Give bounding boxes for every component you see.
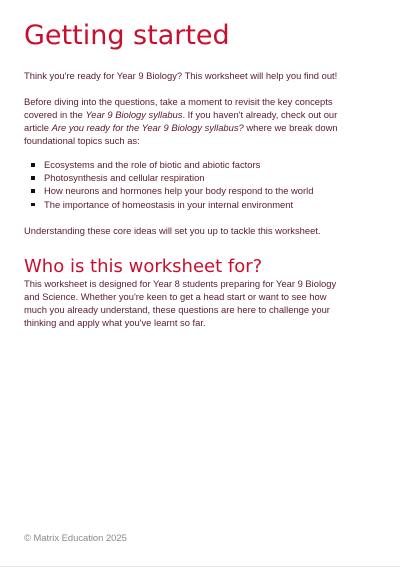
audience-paragraph: [24, 277, 376, 329]
concepts-line-2: covered in the Year 9 Biology syllabus. If you haven't already, check out our: [24, 109, 338, 120]
concepts-paragraph: [24, 95, 376, 147]
article-reference: Are you ready for the Year 9 Biology syllabus?: [51, 122, 244, 133]
topic-list: [24, 158, 313, 211]
page-divider: [0, 566, 400, 567]
list-item: Photosynthesis and cellular respiration: [24, 171, 313, 184]
concepts-line-3: article Are you ready for the Year 9 Biology syllabus? where we break down: [24, 122, 338, 133]
understanding-paragraph: Understanding these core ideas will set you up to tackle this worksheet.: [24, 225, 321, 236]
audience-line: and Science. Whether you're keen to get a head start or want to see how: [24, 291, 327, 302]
list-item: How neurons and hormones help your body respond to the world: [24, 184, 313, 197]
intro-paragraph: Think you're ready for Year 9 Biology? This worksheet will help you find out!: [24, 70, 338, 81]
syllabus-reference: Year 9 Biology syllabus: [85, 109, 183, 120]
page-title: Getting started: [24, 20, 230, 51]
concepts-line-1: Before diving into the questions, take a moment to revisit the key concepts: [24, 96, 333, 107]
copyright-footer: © Matrix Education 2025: [24, 532, 127, 543]
concepts-line-4: foundational topics such as:: [24, 135, 140, 146]
audience-line: thinking and apply what you've learnt so far.: [24, 317, 206, 328]
list-item: Ecosystems and the role of biotic and abiotic factors: [24, 158, 313, 171]
audience-line: much you already understand, these questions are here to challenge your: [24, 304, 330, 315]
audience-line: This worksheet is designed for Year 8 students preparing for Year 9 Biology: [24, 278, 337, 289]
section-heading: Who is this worksheet for?: [24, 256, 263, 277]
list-item: The importance of homeostasis in your internal environment: [24, 198, 313, 211]
